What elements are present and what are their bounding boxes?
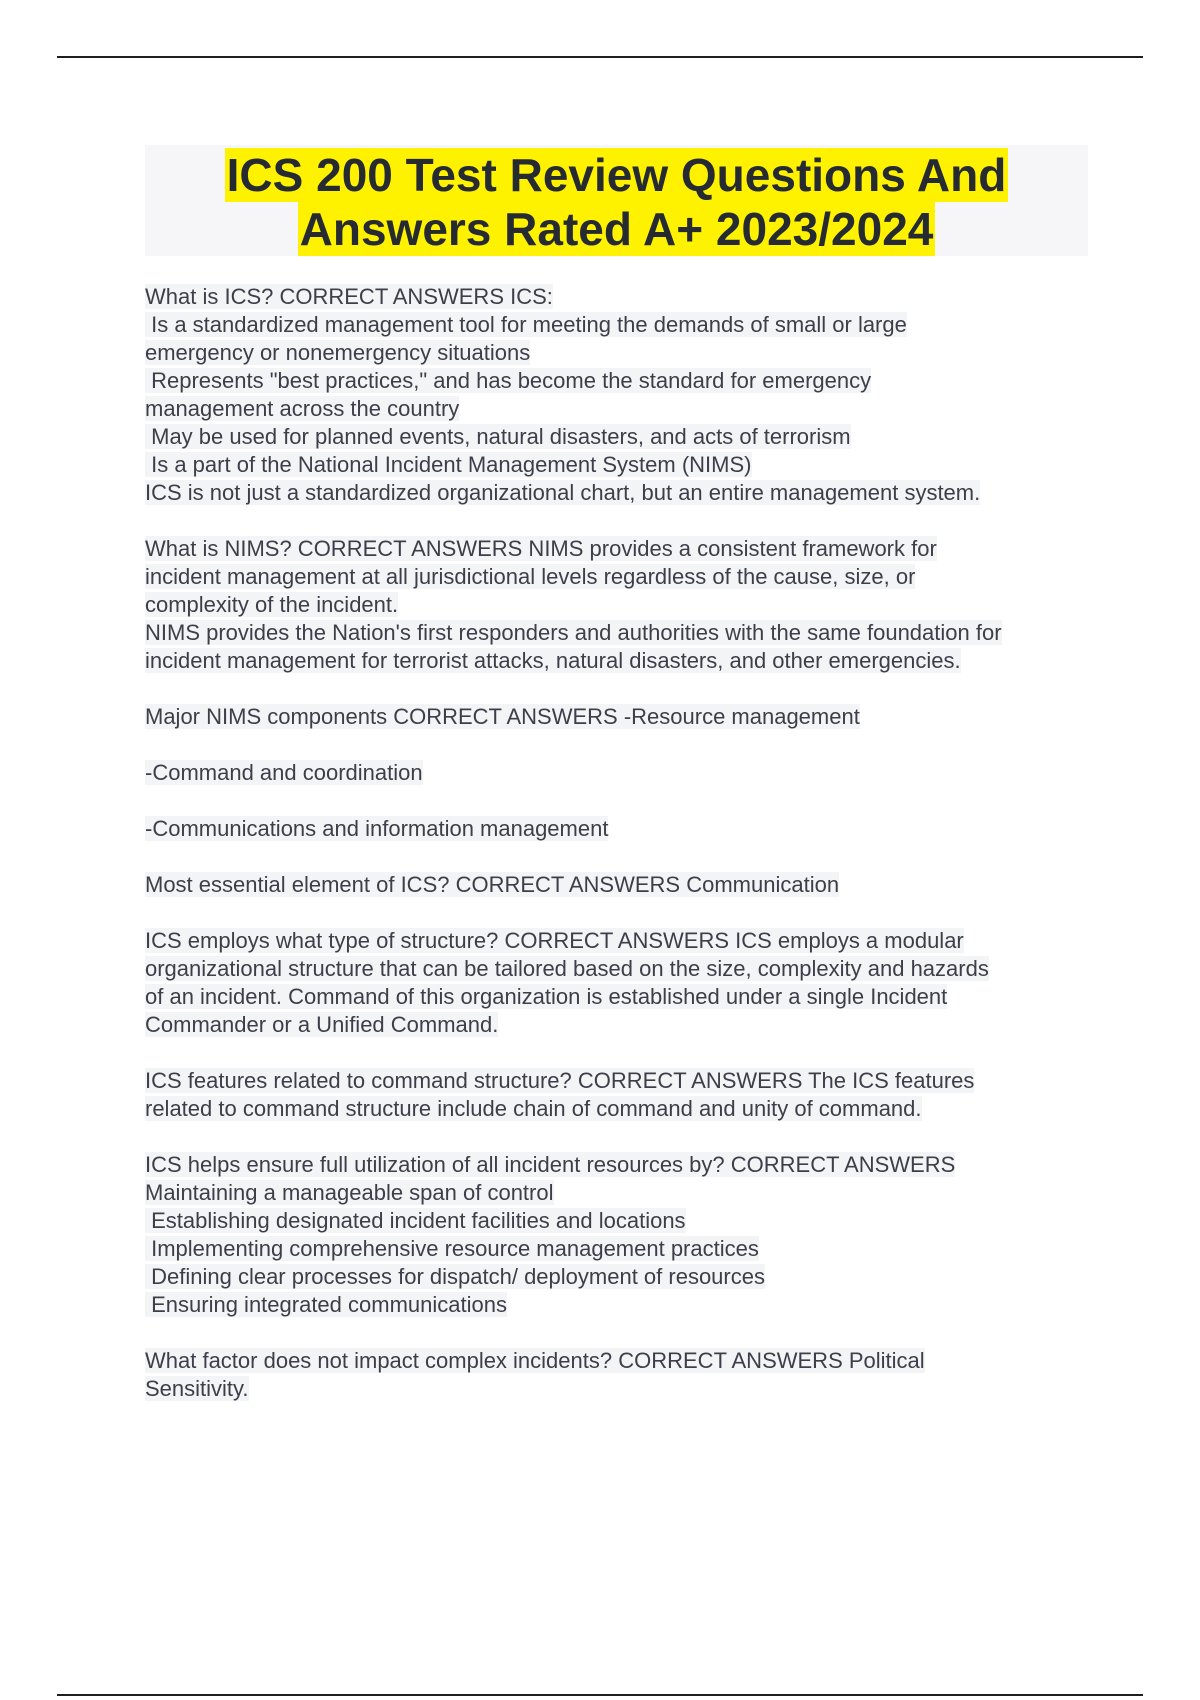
text-line: Sensitivity.	[145, 1376, 249, 1401]
text-line: Defining clear processes for dispatch/ deployment of resources	[145, 1264, 765, 1289]
text-line: ICS employs what type of structure? CORRECT ANSWERS ICS employs a modular	[145, 928, 964, 953]
document-title-line-2: Answers Rated A+ 2023/2024	[299, 203, 934, 255]
text-line: Maintaining a manageable span of control	[145, 1180, 554, 1205]
qa-block-complex-incidents	[145, 1347, 1095, 1403]
text-line: Represents "best practices," and has become the standard for emergency	[145, 368, 872, 393]
text-line: emergency or nonemergency situations	[145, 340, 531, 365]
qa-block-command-structure	[145, 1067, 1095, 1123]
text-line: complexity of the incident.	[145, 592, 399, 617]
text-line: ICS features related to command structure? CORRECT ANSWERS The ICS features	[145, 1068, 975, 1093]
text-line: -Communications and information management	[145, 816, 609, 841]
text-line: Is a standardized management tool for meeting the demands of small or large	[145, 312, 907, 337]
text-line: incident management at all jurisdictional levels regardless of the cause, size, or	[145, 564, 916, 589]
text-line: -Command and coordination	[145, 760, 423, 785]
text-line: Is a part of the National Incident Management System (NIMS)	[145, 452, 752, 477]
text-line: Implementing comprehensive resource management practices	[145, 1236, 759, 1261]
qa-block-what-is-nims	[145, 535, 1095, 675]
text-line: Most essential element of ICS? CORRECT ANSWERS Communication	[145, 872, 840, 897]
bottom-rule	[57, 1694, 1143, 1696]
qa-block-nims-components	[145, 703, 1095, 731]
text-line: ICS helps ensure full utilization of all incident resources by? CORRECT ANSWERS	[145, 1152, 956, 1177]
document-body	[145, 283, 1095, 1431]
text-line: Establishing designated incident facilities and locations	[145, 1208, 686, 1233]
qa-block-what-is-ics	[145, 283, 1095, 507]
text-line: Major NIMS components CORRECT ANSWERS -Resource management	[145, 704, 860, 729]
text-line: Ensuring integrated communications	[145, 1292, 507, 1317]
text-line: organizational structure that can be tailored based on the size, complexity and hazards	[145, 956, 989, 981]
text-line: May be used for planned events, natural disasters, and acts of terrorism	[145, 424, 851, 449]
text-line: What factor does not impact complex incidents? CORRECT ANSWERS Political	[145, 1348, 925, 1373]
text-line: management across the country	[145, 396, 460, 421]
list-item	[145, 759, 1095, 787]
top-rule	[57, 56, 1143, 58]
list-item	[145, 815, 1095, 843]
title-band	[145, 145, 1088, 256]
document-title-line-1: ICS 200 Test Review Questions And	[226, 149, 1007, 201]
text-line: Commander or a Unified Command.	[145, 1012, 499, 1037]
text-line: ICS is not just a standardized organizational chart, but an entire management system.	[145, 480, 981, 505]
qa-block-essential-element	[145, 871, 1095, 899]
text-line: incident management for terrorist attacks, natural disasters, and other emergencies.	[145, 648, 961, 673]
text-line: related to command structure include chain of command and unity of command.	[145, 1096, 922, 1121]
text-line: What is NIMS? CORRECT ANSWERS NIMS provides a consistent framework for	[145, 536, 937, 561]
qa-block-resource-utilization	[145, 1151, 1095, 1319]
qa-block-structure	[145, 927, 1095, 1039]
text-line: What is ICS? CORRECT ANSWERS ICS:	[145, 284, 553, 309]
text-line: of an incident. Command of this organization is established under a single Incident	[145, 984, 948, 1009]
text-line: NIMS provides the Nation's first responders and authorities with the same foundation for	[145, 620, 1002, 645]
